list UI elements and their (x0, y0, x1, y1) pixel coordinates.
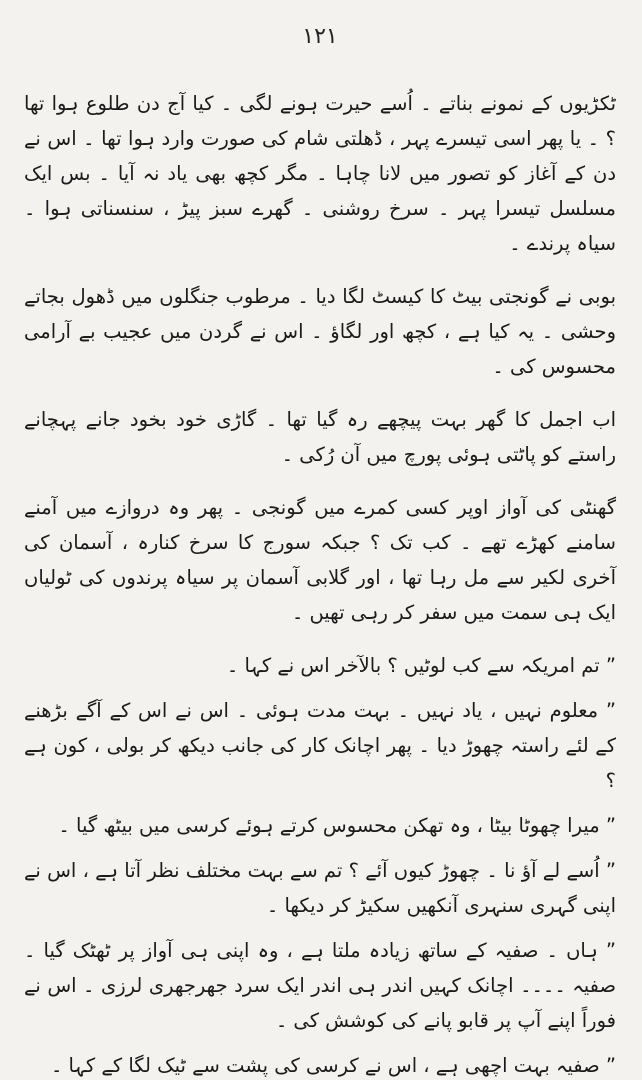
paragraph-1: ٹکڑیوں کے نمونے بناتے ۔ اُسے حیرت ہونے لگی ۔ کیا آج دن طلوع ہوا تھا ؟ ۔ یا پھر اسی تیسرے پہر ، ڈھلتی شام کی صورت وارد ہوا تھا ۔ اس نے دن کے آغاز کو تصور میں لانا چاہا ۔ مگر کچھ بھی یاد نہ آیا ۔ بس ایک مسلسل تیسرا پہر ۔ سرخ روشنی ۔ گھرے سبز پیڑ ، سنسناتی ہوا ۔ سیاہ پرندے ۔ (24, 92, 616, 255)
page-number: ۱۲۱ (302, 24, 338, 49)
paragraph-3: اب اجمل کا گھر بہت پیچھے رہ گیا تھا ۔ گاڑی خود بخود جانے پہچانے راستے کو پاٹتی ہوئی پورچ میں آن رُکی ۔ (24, 408, 616, 466)
paragraph-8: ” اُسے لے آؤ نا ۔ چھوڑ کیوں آئے ؟ تم سے بہت مختلف نظر آتا ہے ، اس نے اپنی گہری سنہری آنکھیں سکیڑ کر دیکھا ۔ (24, 859, 616, 917)
paragraph-10: ” صفیہ بہت اچھی ہے ، اس نے کرسی کی پشت سے ٹیک لگا کے کہا ۔ (50, 1054, 616, 1077)
paragraph-7: ” میرا چھوٹا بیٹا ، وہ تھکن محسوس کرتے ہوئے کرسی میں بیٹھ گیا ۔ (58, 814, 616, 837)
body-text (24, 86, 616, 1083)
paragraph-2: بوبی نے گونجتی بیٹ کا کیسٹ لگا دیا ۔ مرطوب جنگلوں میں ڈھول بجاتے وحشی ۔ یہ کیا ہے ، کچھ اور لگاؤ ۔ اس نے گردن میں عجیب بے آرامی محسوس کی ۔ (24, 285, 616, 378)
paragraph-9: ” ہاں ۔ صفیہ کے ساتھ زیادہ ملتا ہے ، وہ اپنی ہی آواز پر ٹھٹک گیا ۔ صفیہ ۔۔۔۔ اچانک کہیں اندر ہی اندر ایک سرد جھرجھری لرزی ۔ اس نے فوراً اپنے آپ پر قابو پانے کی کوشش کی ۔ (24, 939, 616, 1032)
paragraph-5: ” تم امریکہ سے کب لوٹیں ؟ بالآخر اس نے کہا ۔ (226, 654, 616, 677)
paragraph-6: ” معلوم نہیں ، یاد نہیں ۔ بہت مدت ہوئی ۔ اس نے اس کے آگے بڑھنے کے لئے راستہ چھوڑ دیا ۔ پھر اچانک کار کی جانب دیکھ کر بولی ، کون ہے ؟ (24, 699, 616, 792)
paragraph-4: گھنٹی کی آواز اوپر کسی کمرے میں گونجی ۔ پھر وہ دروازے میں آمنے سامنے کھڑے تھے ۔ کب تک ؟ جبکہ سورج کا سرخ کنارہ ، آسمان کی آخری لکیر سے مل رہا تھا ، اور گلابی آسمان پر سیاہ پرندوں کی ٹولیاں ایک ہی سمت میں سفر کر رہی تھیں ۔ (24, 496, 616, 624)
